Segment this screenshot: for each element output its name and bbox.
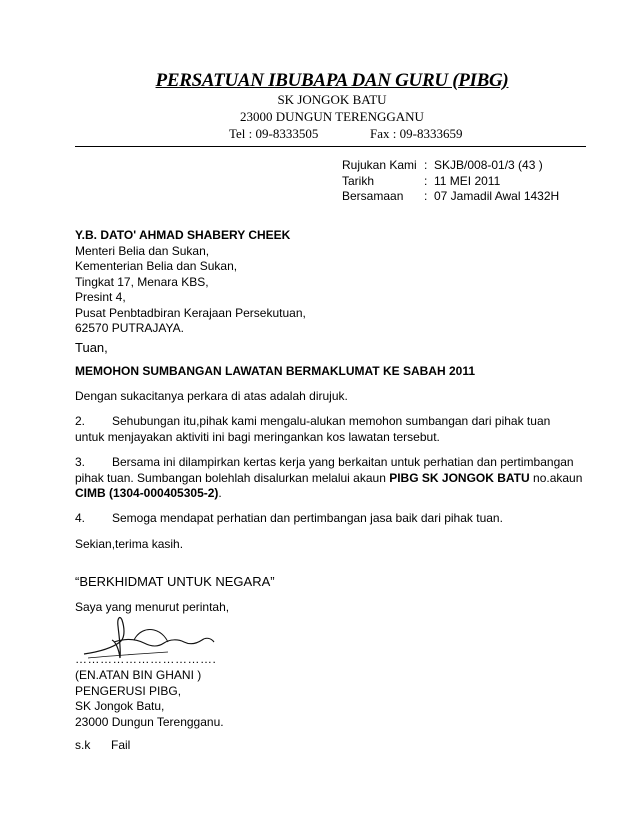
recipient-line: Presint 4, [75,290,126,304]
reference-value: SKJB/008-01/3 (43 ) [434,158,543,172]
recipient-line: Menteri Belia dan Sukan, [75,243,210,258]
date-separator: : [424,173,428,188]
signature-line: ……………………………. [75,652,217,666]
closing-phrase: Saya yang menurut perintah, [75,600,230,614]
organization-title: PERSATUAN IBUBAPA DAN GURU (PIBG) [155,70,509,91]
letter-subject: MEMOHON SUMBANGAN LAWATAN BERMAKLUMAT KE SABAH 2011 [75,364,476,378]
recipient-block [75,228,306,337]
date-label: Tarikh [342,173,375,188]
reference-separator: : [424,158,428,172]
recipient-line: 62570 PUTRAJAYA. [75,321,184,335]
date-row [342,174,559,190]
paragraph-text: Bersama ini dilampirkan kertas kerja yang berkaitan untuk perhatian dan pertimbangan [112,455,574,469]
letterhead-divider [75,146,586,147]
paragraph-number: 3. [75,455,86,469]
salutation: Tuan, [75,340,108,355]
paragraph-number: 4. [75,511,86,525]
signer-name: (EN.ATAN BIN GHANI ) [75,668,202,682]
cc-label: s.k [75,738,91,752]
hijri-date-value: 07 Jamadil Awal 1432H [434,189,560,203]
paragraph-number: 2. [75,414,86,428]
paragraph-text: no.akaun [529,470,583,485]
bank-account-number: CIMB (1304-000405305-2) [75,486,219,500]
paragraph-text: pihak tuan. Sumbangan bolehlah disalurkan melalui akaun [75,470,390,485]
signer-school: SK Jongok Batu, [75,699,165,713]
school-name: SK JONGOK BATU [277,92,387,107]
hijri-date-row [342,189,559,205]
motto: “BERKHIDMAT UNTUK NEGARA” [75,574,275,589]
paragraph-text: untuk menjayakan aktiviti ini bagi meringankan kos lawatan tersebut. [75,429,440,444]
paragraph-1: Dengan sukacitanya perkara di atas adalah dirujuk. [75,389,348,403]
reference-label: Rujukan Kami [342,158,417,172]
signer-title: PENGERUSI PIBG, [75,683,182,698]
paragraph-text: . [218,486,222,500]
recipient-line: Pusat Penbtadbiran Kerajaan Persekutuan, [75,305,306,320]
paragraph-text: Semoga mendapat perhatian dan pertimbangan jasa baik dari pihak tuan. [112,511,503,525]
reference-block [342,158,559,205]
bank-account-name: PIBG SK JONGOK BATU [389,470,530,485]
recipient-line: Tingkat 17, Menara KBS, [75,274,209,289]
paragraph-text: Sehubungan itu,pihak kami mengalu-alukan memohon sumbangan dari pihak tuan [112,414,551,428]
fax-number: Fax : 09-8333659 [370,126,463,141]
recipient-line: Kementerian Belia dan Sukan, [75,259,238,273]
paragraph-4 [75,511,585,527]
signer-block [75,668,224,730]
cc-item: Fail [111,738,131,752]
hijri-date-separator: : [424,189,428,203]
paragraph-3 [75,455,585,502]
reference-row [342,158,559,174]
hijri-date-label: Bersamaan [342,189,404,203]
recipient-name: Y.B. DATO' AHMAD SHABERY CHEEK [75,228,291,242]
paragraph-2 [75,414,585,445]
phone-number: Tel : 09-8333505 [229,126,319,141]
signer-address: 23000 Dungun Terengganu. [75,714,224,729]
closing-thanks: Sekian,terima kasih. [75,537,184,551]
school-address: 23000 DUNGUN TERENGGANU [240,109,424,124]
date-value: 11 MEI 2011 [434,173,501,188]
